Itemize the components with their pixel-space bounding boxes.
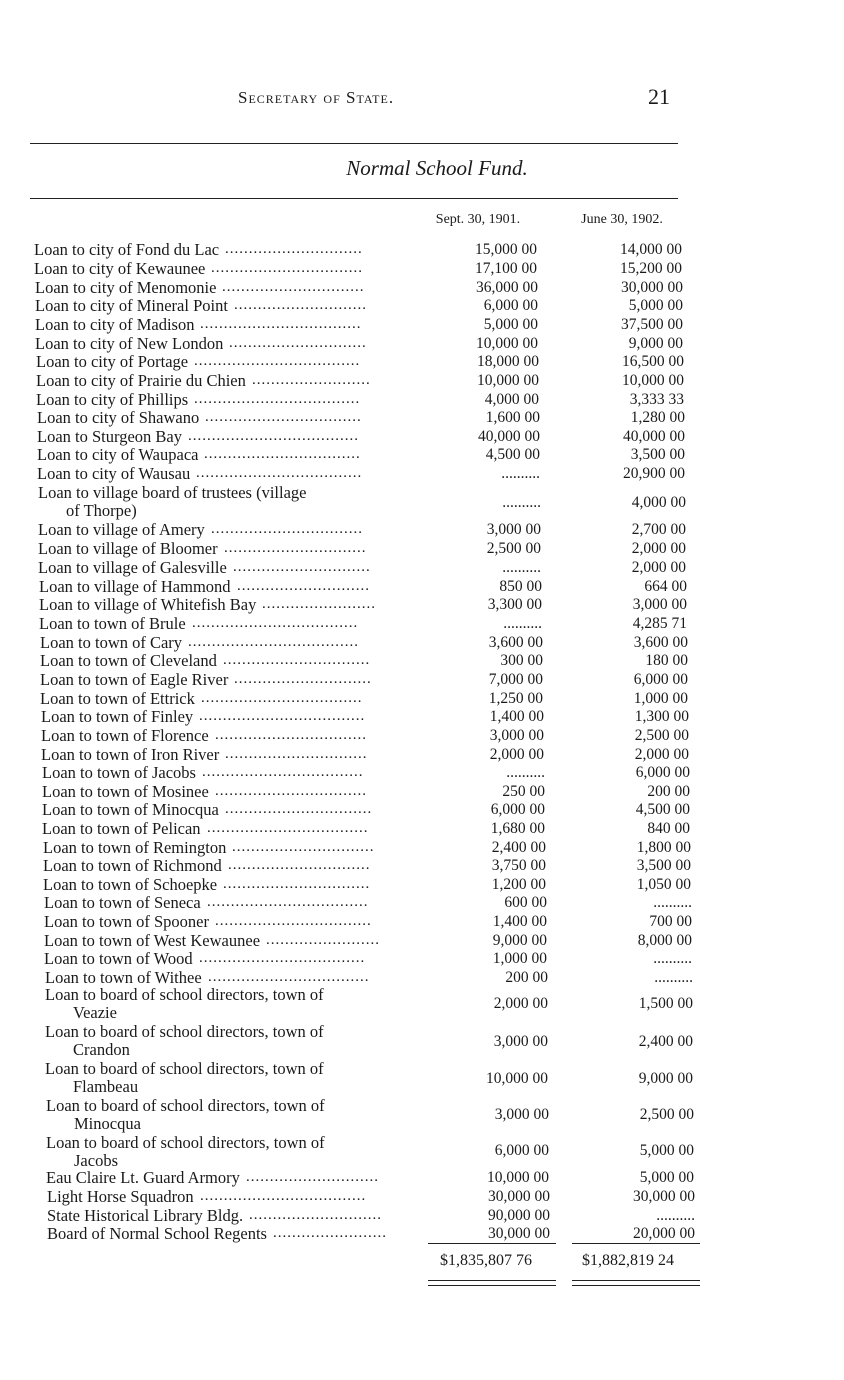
row-label: Loan to city of Prairie du Chien — [36, 371, 246, 390]
amount-june-1902: 30,000 00 — [621, 279, 683, 296]
row-label: Loan to town of Withee — [45, 968, 202, 987]
row-label: Loan to city of Wausau — [37, 464, 191, 483]
row-label: Loan to board of school directors, town of — [46, 1133, 325, 1152]
row-label: State Historical Library Bldg. — [47, 1206, 244, 1225]
amount-june-1902: 1,800 00 — [636, 839, 691, 856]
column-header-sept-1901: Sept. 30, 1901. — [435, 212, 521, 227]
amount-june-1902: .......... — [653, 950, 692, 967]
column-header-june-1902: June 30, 1902. — [581, 212, 663, 227]
row-label: Loan to city of Kewaunee — [34, 259, 206, 278]
leader-dots: .................................... — [188, 634, 359, 650]
row-label: Loan to village of Hammond — [39, 577, 231, 596]
leader-dots: ................................. — [205, 409, 362, 425]
amount-june-1902: 2,500 00 — [634, 727, 689, 744]
amount-sept-1901: 200 00 — [505, 969, 548, 986]
amount-sept-1901: 1,400 00 — [489, 708, 544, 725]
leader-dots: ................................... — [194, 353, 361, 369]
row-label: Eau Claire Lt. Guard Armory — [46, 1168, 240, 1187]
amount-sept-1901: 5,000 00 — [483, 316, 538, 333]
row-label: Loan to town of Finley — [41, 707, 194, 726]
amount-sept-1901: .......... — [501, 465, 540, 482]
amount-june-1902: 5,000 00 — [628, 297, 683, 314]
amount-june-1902: 16,500 00 — [622, 353, 684, 370]
row-label: Loan to town of Jacobs — [42, 763, 196, 782]
leader-dots: .................................. — [207, 820, 369, 836]
amount-june-1902: 3,333 33 — [629, 391, 684, 408]
leader-dots: ........................ — [273, 1225, 387, 1241]
amount-june-1902: 2,000 00 — [631, 540, 686, 557]
row-label: Loan to village of Bloomer — [38, 539, 218, 558]
amount-june-1902: .......... — [656, 1207, 695, 1224]
leader-dots: ................................ — [215, 783, 367, 799]
amount-sept-1901: 40,000 00 — [478, 428, 540, 445]
row-label: Loan to city of Phillips — [36, 390, 189, 409]
row-label: Loan to town of Cary — [40, 633, 183, 652]
amount-june-1902: 3,000 00 — [632, 596, 687, 613]
leader-dots: ................................ — [215, 727, 367, 743]
amount-sept-1901: 3,000 00 — [489, 727, 544, 744]
table-title: Normal School Fund. — [346, 156, 528, 180]
amount-sept-1901: 300 00 — [500, 652, 543, 669]
leader-dots: ................................... — [194, 391, 361, 407]
row-label: Loan to town of Brule — [39, 614, 186, 633]
total-sept-1901: $1,835,807 76 — [440, 1252, 532, 1269]
row-label: Loan to town of Schoepke — [43, 875, 218, 894]
row-label: Loan to village board of trustees (village — [38, 483, 307, 502]
amount-june-1902: 30,000 00 — [633, 1188, 695, 1205]
amount-sept-1901: .......... — [502, 494, 541, 511]
amount-june-1902: .......... — [654, 969, 693, 986]
leader-dots: ................................... — [196, 465, 363, 481]
leader-dots: ............................. — [234, 671, 372, 687]
leader-dots: .................................. — [208, 969, 370, 985]
amount-sept-1901: 3,000 00 — [493, 1033, 548, 1050]
running-header: Secretary of State. — [238, 88, 395, 107]
amount-sept-1901: .......... — [502, 559, 541, 576]
amount-sept-1901: 6,000 00 — [483, 297, 538, 314]
column-1-total-rule — [428, 1243, 556, 1244]
row-label: Loan to town of Cleveland — [40, 651, 217, 670]
amount-june-1902: 200 00 — [647, 783, 690, 800]
amount-june-1902: 6,000 00 — [633, 671, 688, 688]
row-label-continued: Veazie — [73, 1003, 117, 1022]
leader-dots: ................................ — [211, 521, 363, 537]
amount-sept-1901: 1,400 00 — [492, 913, 547, 930]
row-label: Loan to town of Minocqua — [42, 800, 219, 819]
row-label: Loan to town of Florence — [41, 726, 209, 745]
amount-june-1902: 3,600 00 — [633, 634, 688, 651]
row-label: Loan to town of Remington — [43, 838, 227, 857]
leader-dots: ................................... — [200, 1188, 367, 1204]
row-label: Loan to board of school directors, town of — [45, 1059, 324, 1078]
row-label: Loan to board of school directors, town of — [46, 1096, 325, 1115]
page-number: 21 — [648, 84, 670, 109]
leader-dots: ................................ — [211, 260, 363, 276]
amount-june-1902: 15,200 00 — [620, 260, 682, 277]
leader-dots: .............................. — [224, 540, 367, 556]
amount-june-1902: 20,000 00 — [633, 1225, 695, 1242]
row-label: Loan to village of Galesville — [38, 558, 227, 577]
leader-dots: ........................ — [262, 596, 376, 612]
amount-sept-1901: 30,000 00 — [488, 1188, 550, 1205]
row-label: Loan to village of Whitefish Bay — [39, 595, 257, 614]
leader-dots: ................................. — [215, 913, 372, 929]
leader-dots: ................................. — [204, 446, 361, 462]
total-june-1902: $1,882,819 24 — [582, 1252, 674, 1269]
row-label-continued: Minocqua — [74, 1114, 141, 1133]
amount-sept-1901: 2,000 00 — [489, 746, 544, 763]
amount-sept-1901: 3,600 00 — [488, 634, 543, 651]
row-label-continued: Flambeau — [73, 1077, 139, 1096]
leader-dots: ......................... — [252, 372, 371, 388]
leader-dots: ............................... — [223, 652, 371, 668]
amount-sept-1901: 7,000 00 — [488, 671, 543, 688]
leader-dots: .............................. — [228, 857, 371, 873]
amount-june-1902: 4,500 00 — [635, 801, 690, 818]
amount-june-1902: 5,000 00 — [639, 1142, 694, 1159]
amount-june-1902: 4,285 71 — [632, 615, 687, 632]
amount-june-1902: 1,050 00 — [636, 876, 691, 893]
amount-sept-1901: 1,200 00 — [491, 876, 546, 893]
row-label: Loan to city of Shawano — [37, 408, 200, 427]
leader-dots: ............................. — [225, 241, 363, 257]
row-label: Loan to town of Wood — [44, 949, 193, 968]
leader-dots: ............................... — [223, 876, 371, 892]
amount-sept-1901: 10,000 00 — [477, 372, 539, 389]
amount-sept-1901: 15,000 00 — [475, 241, 537, 258]
row-label-continued: Jacobs — [74, 1151, 118, 1170]
amount-june-1902: 1,280 00 — [630, 409, 685, 426]
column-1-double-rule — [428, 1280, 556, 1286]
amount-june-1902: 1,300 00 — [634, 708, 689, 725]
leader-dots: .................................. — [200, 316, 362, 332]
leader-dots: .............................. — [222, 279, 365, 295]
amount-june-1902: 9,000 00 — [628, 335, 683, 352]
amount-sept-1901: 3,000 00 — [494, 1106, 549, 1123]
leader-dots: ............................. — [229, 335, 367, 351]
amount-june-1902: 664 00 — [644, 578, 687, 595]
amount-sept-1901: 4,000 00 — [484, 391, 539, 408]
amount-june-1902: 37,500 00 — [621, 316, 683, 333]
leader-dots: .................................. — [202, 764, 364, 780]
row-label: Loan to town of Iron River — [41, 745, 220, 764]
amount-june-1902: 1,500 00 — [638, 995, 693, 1012]
amount-june-1902: 180 00 — [645, 652, 688, 669]
row-label: Loan to town of Eagle River — [40, 670, 229, 689]
amount-sept-1901: 1,600 00 — [485, 409, 540, 426]
amount-sept-1901: 18,000 00 — [477, 353, 539, 370]
row-label: Loan to city of Menomonie — [35, 278, 217, 297]
row-label: Loan to town of Seneca — [44, 893, 201, 912]
amount-june-1902: 2,500 00 — [639, 1106, 694, 1123]
amount-sept-1901: 850 00 — [499, 578, 542, 595]
amount-sept-1901: .......... — [506, 764, 545, 781]
amount-sept-1901: 1,000 00 — [492, 950, 547, 967]
amount-june-1902: 10,000 00 — [622, 372, 684, 389]
amount-june-1902: 840 00 — [647, 820, 690, 837]
row-label: Light Horse Squadron — [47, 1187, 194, 1206]
leader-dots: ................................... — [199, 950, 366, 966]
amount-sept-1901: 30,000 00 — [488, 1225, 550, 1242]
amount-june-1902: 1,000 00 — [633, 690, 688, 707]
amount-june-1902: 4,000 00 — [631, 494, 686, 511]
row-label: Loan to town of Richmond — [43, 856, 222, 875]
amount-sept-1901: 6,000 00 — [490, 801, 545, 818]
row-label: Loan to town of West Kewaunee — [44, 931, 261, 950]
row-label: Loan to city of Portage — [36, 352, 189, 371]
leader-dots: ............................... — [225, 801, 373, 817]
leader-dots: ............................. — [233, 559, 371, 575]
amount-sept-1901: 600 00 — [504, 894, 547, 911]
leader-dots: ................................... — [199, 708, 366, 724]
amount-june-1902: 3,500 00 — [630, 446, 685, 463]
leader-dots: ............................ — [237, 578, 370, 594]
leader-dots: .............................. — [225, 746, 368, 762]
row-label: Loan to city of Mineral Point — [35, 296, 228, 315]
row-label: Loan to board of school directors, town of — [45, 985, 324, 1004]
row-label: Loan to town of Spooner — [44, 912, 209, 931]
amount-sept-1901: 10,000 00 — [486, 1070, 548, 1087]
row-label: Loan to city of Waupaca — [37, 445, 199, 464]
amount-june-1902: 9,000 00 — [638, 1070, 693, 1087]
amount-sept-1901: 3,000 00 — [486, 521, 541, 538]
amount-june-1902: .......... — [653, 894, 692, 911]
column-2-double-rule — [572, 1280, 700, 1286]
amount-sept-1901: 4,500 00 — [485, 446, 540, 463]
amount-sept-1901: .......... — [503, 615, 542, 632]
row-label: Loan to town of Pelican — [42, 819, 201, 838]
amount-june-1902: 3,500 00 — [636, 857, 691, 874]
amount-sept-1901: 17,100 00 — [475, 260, 537, 277]
amount-sept-1901: 3,300 00 — [487, 596, 542, 613]
amount-sept-1901: 2,400 00 — [491, 839, 546, 856]
amount-sept-1901: 1,680 00 — [490, 820, 545, 837]
amount-sept-1901: 1,250 00 — [488, 690, 543, 707]
amount-sept-1901: 9,000 00 — [492, 932, 547, 949]
row-label: Loan to town of Ettrick — [40, 689, 195, 708]
row-label-continued: of Thorpe) — [66, 501, 137, 520]
amount-june-1902: 6,000 00 — [635, 764, 690, 781]
amount-june-1902: 40,000 00 — [623, 428, 685, 445]
amount-sept-1901: 6,000 00 — [494, 1142, 549, 1159]
column-2-total-rule — [572, 1243, 700, 1244]
amount-sept-1901: 2,500 00 — [486, 540, 541, 557]
amount-june-1902: 700 00 — [649, 913, 692, 930]
leader-dots: ................................... — [192, 615, 359, 631]
leader-dots: ............................ — [234, 297, 367, 313]
amount-sept-1901: 10,000 00 — [476, 335, 538, 352]
leader-dots: .................................. — [201, 690, 363, 706]
amount-sept-1901: 250 00 — [502, 783, 545, 800]
amount-june-1902: 2,700 00 — [631, 521, 686, 538]
leader-dots: .................................. — [207, 894, 369, 910]
leader-dots: .................................... — [188, 428, 359, 444]
amount-june-1902: 8,000 00 — [637, 932, 692, 949]
leader-dots: ........................ — [266, 932, 380, 948]
row-label: Loan to board of school directors, town of — [45, 1022, 324, 1041]
amount-sept-1901: 90,000 00 — [488, 1207, 550, 1224]
amount-june-1902: 2,000 00 — [631, 559, 686, 576]
row-label-continued: Crandon — [73, 1040, 130, 1059]
amount-june-1902: 20,900 00 — [623, 465, 685, 482]
amount-june-1902: 2,000 00 — [634, 746, 689, 763]
amount-sept-1901: 36,000 00 — [476, 279, 538, 296]
row-label: Board of Normal School Regents — [47, 1224, 267, 1243]
row-label: Loan to town of Mosinee — [42, 782, 209, 801]
amount-sept-1901: 3,750 00 — [491, 857, 546, 874]
row-label: Loan to city of Madison — [35, 315, 195, 334]
amount-sept-1901: 2,000 00 — [493, 995, 548, 1012]
amount-june-1902: 5,000 00 — [639, 1169, 694, 1186]
leader-dots: ............................ — [246, 1169, 379, 1185]
row-label: Loan to city of New London — [35, 334, 224, 353]
leader-dots: ............................ — [249, 1207, 382, 1223]
leader-dots: .............................. — [232, 839, 375, 855]
amount-june-1902: 2,400 00 — [638, 1033, 693, 1050]
row-label: Loan to Sturgeon Bay — [37, 427, 182, 446]
amount-june-1902: 14,000 00 — [620, 241, 682, 258]
row-label: Loan to city of Fond du Lac — [34, 240, 220, 259]
amount-sept-1901: 10,000 00 — [487, 1169, 549, 1186]
row-label: Loan to village of Amery — [38, 520, 205, 539]
